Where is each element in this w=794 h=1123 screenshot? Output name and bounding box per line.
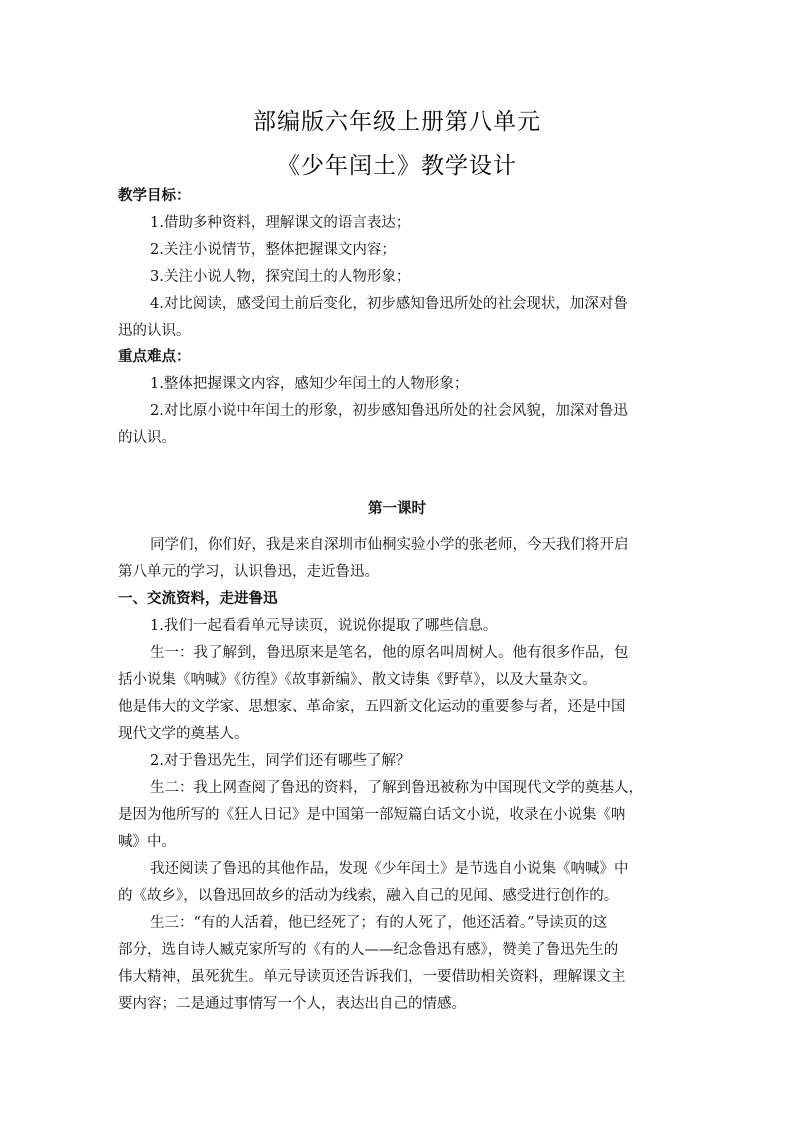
document-subtitle: 《少年闰土》教学设计	[277, 153, 517, 179]
objective-item: 1.借助多种资料，理解课文的语言表达；	[150, 215, 411, 231]
student-2-extra-cont: 的《故乡》，以鲁迅回故乡的活动为线索，融入自己的见闻、感受进行创作的。	[118, 888, 619, 904]
student-3-answer: 生三：“有的人活着，他已经死了；有的人死了，他还活着。”导读页的这	[150, 915, 608, 931]
objectives-heading: 教学目标：	[118, 187, 191, 204]
lesson-heading: 第一课时	[368, 500, 426, 517]
student-3-answer-cont: 伟大精神，虽死犹生。单元导读页还告诉我们，一要借助相关资料，理解课文主	[118, 969, 626, 985]
student-2-extra: 我还阅读了鲁迅的其他作品，发现《少年闰土》是节选自小说集《呐喊》中	[150, 861, 629, 877]
student-1-answer: 生一：我了解到，鲁迅原来是笔名，他的原名叫周树人。他有很多作品，包	[150, 645, 629, 661]
document-title: 部编版六年级上册第八单元	[253, 109, 541, 135]
objective-item-cont: 迅的认识。	[118, 323, 191, 339]
student-1-answer-cont: 现代文学的奠基人。	[118, 726, 249, 742]
student-1-answer-cont: 括小说集《呐喊》《彷徨》《故事新编》、散文诗集《野草》，以及大量杂文。	[118, 672, 597, 688]
intro-paragraph-cont: 第八单元的学习，认识鲁迅，走近鲁迅。	[118, 564, 379, 580]
objective-item: 4.对比阅读，感受闰土前后变化，初步感知鲁迅所处的社会现状，加深对鲁	[150, 296, 628, 312]
intro-paragraph: 同学们，你们好，我是来自深圳市仙桐实验小学的张老师，今天我们将开启	[150, 537, 629, 553]
student-2-answer: 生二：我上网查阅了鲁迅的资料，了解到鲁迅被称为中国现代文学的奠基人，	[150, 780, 643, 796]
key-point-item-cont: 的认识。	[118, 430, 176, 446]
question-1: 1.我们一起看看单元导读页，说说你提取了哪些信息。	[150, 618, 498, 634]
key-point-item: 1.整体把握课文内容，感知少年闰土的人物形象；	[150, 376, 469, 392]
student-2-answer-cont: 是因为他所写的《狂人日记》是中国第一部短篇白话文小说，收录在小说集《呐	[118, 807, 626, 823]
student-3-answer-cont: 部分，选自诗人臧克家所写的《有的人——纪念鲁迅有感》，赞美了鲁迅先生的	[118, 942, 619, 958]
objective-item: 3.关注小说人物，探究闰土的人物形象；	[150, 269, 411, 285]
key-point-item: 2.对比原小说中年闰土的形象，初步感知鲁迅所处的社会风貌，加深对鲁迅	[150, 403, 628, 419]
section-heading: 一、交流资料，走进鲁迅	[118, 590, 278, 607]
student-3-answer-cont: 要内容；二是通过事情写一个人，表达出自己的情感。	[118, 996, 466, 1012]
student-1-answer-cont: 他是伟大的文学家、思想家、革命家，五四新文化运动的重要参与者，还是中国	[118, 699, 626, 715]
objective-item: 2.关注小说情节，整体把握课文内容；	[150, 242, 396, 258]
key-points-heading: 重点难点：	[118, 348, 191, 365]
student-2-answer-cont: 喊》中。	[118, 834, 176, 850]
question-2: 2.对于鲁迅先生，同学们还有哪些了解？	[150, 753, 411, 769]
